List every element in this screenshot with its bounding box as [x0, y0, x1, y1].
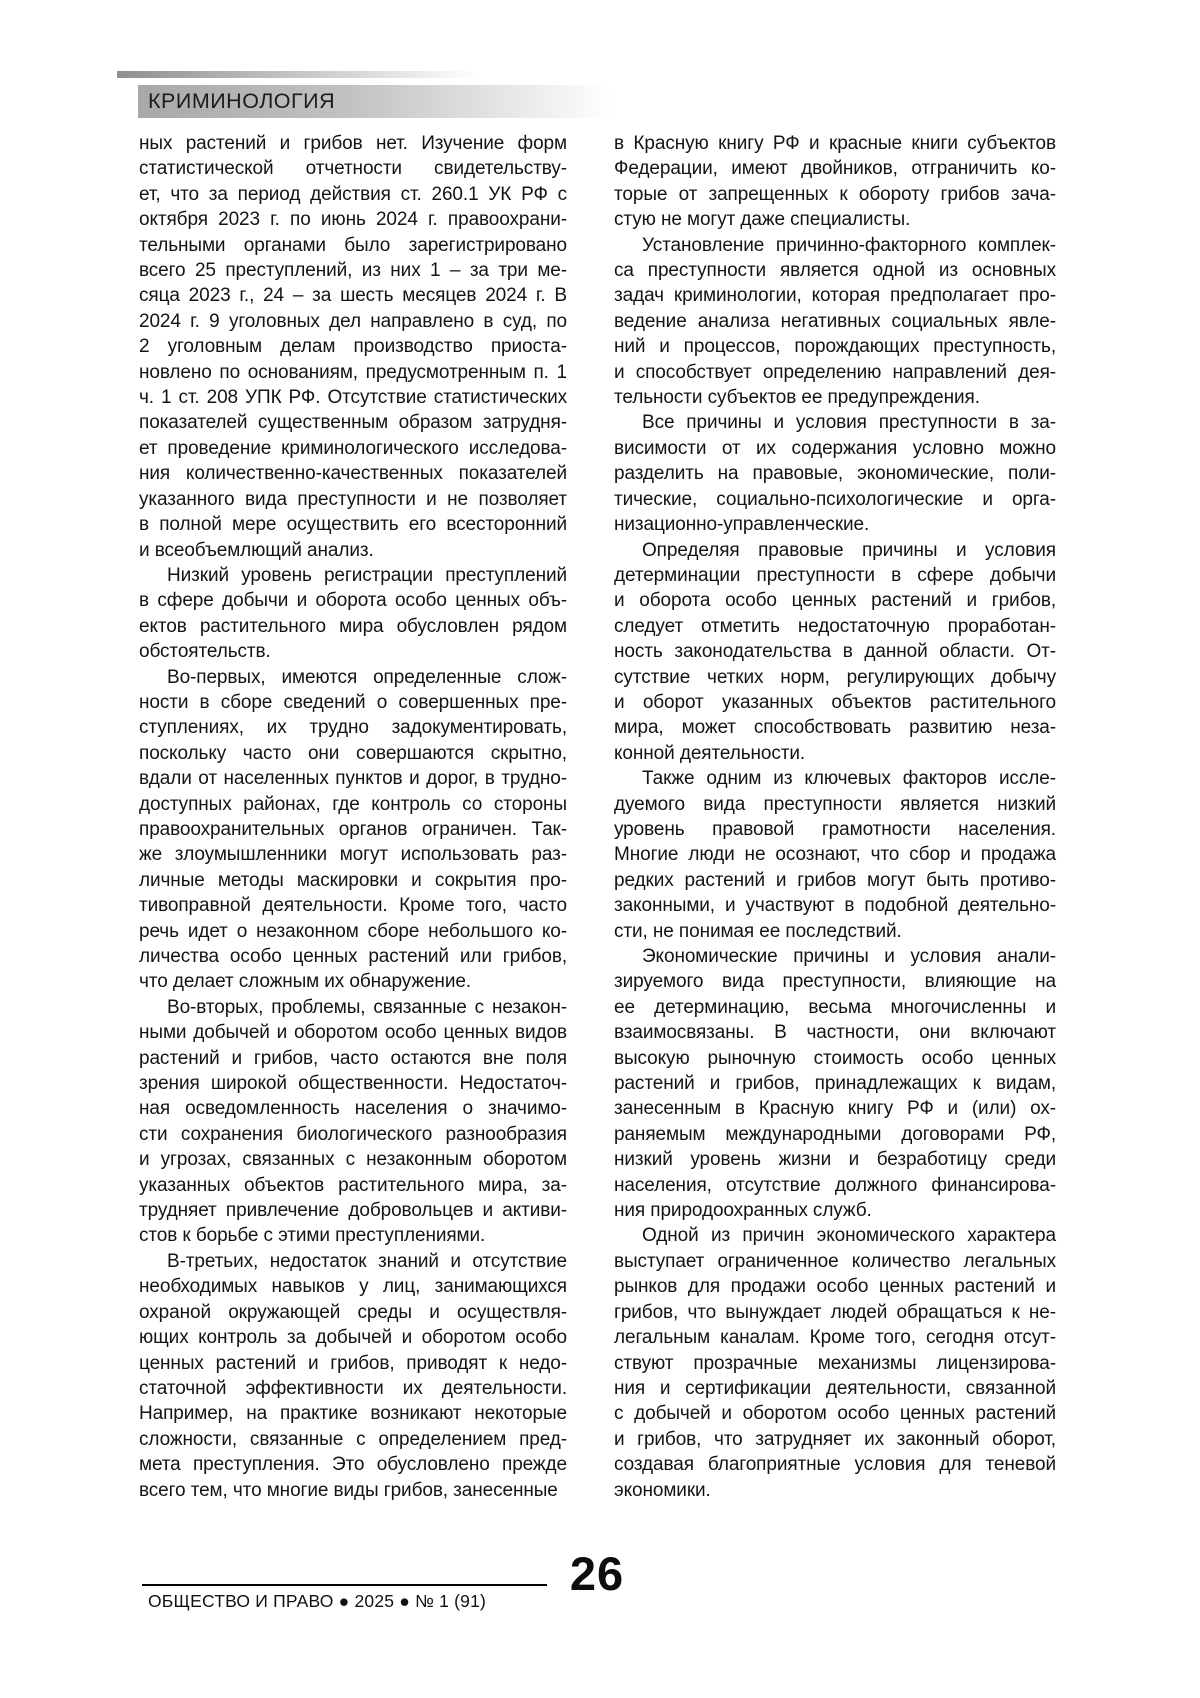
text-line: охраной окружающей среды и осуществля- — [139, 1301, 567, 1323]
text-line: личные методы маскировки и сокрытия про- — [139, 869, 567, 891]
text-line: сложности, связанные с определением пред- — [139, 1428, 567, 1450]
text-line: конной деятельности. — [614, 742, 806, 764]
rubric-top-strip — [117, 71, 479, 78]
text-line: зрения широкой общественности. Недостаточ- — [139, 1073, 567, 1095]
text-line: ний и процессов, порождающих преступность, — [614, 336, 1056, 358]
text-line: Экономические причины и условия анали- — [642, 946, 1056, 967]
text-line: речь идет о незаконном сборе небольшого ко- — [139, 920, 567, 942]
text-line: ния природоохранных служб. — [614, 1200, 872, 1222]
text-line: ности в сборе сведений о совершенных пре- — [139, 691, 567, 713]
text-line: раняемым международными договорами РФ, — [614, 1123, 1056, 1145]
left-text-column — [139, 131, 567, 1503]
text-line: же злоумышленники могут использовать раз- — [139, 844, 567, 866]
text-line: населения, отсутствие должного финансирова- — [614, 1174, 1056, 1196]
text-line: низационно-управленческие. — [614, 514, 870, 536]
text-line: тивоправной деятельности. Кроме того, часто — [139, 895, 567, 917]
text-line: растений и грибов, принадлежащих к видам, — [614, 1073, 1056, 1095]
text-line: ными добычей и оборотом особо ценных видов — [139, 1022, 567, 1044]
text-line: статистической отчетности свидетельству- — [139, 158, 567, 180]
text-line: ных растений и грибов нет. Изучение форм — [139, 133, 567, 154]
text-line: ния и сертификации деятельности, связанной — [614, 1377, 1056, 1399]
text-line: Федерации, имеют двойников, отграничить ко- — [614, 158, 1056, 180]
text-line: ч. 1 ст. 208 УПК РФ. Отсутствие статистических — [139, 387, 567, 409]
text-line: законными, и участвуют в подобной деятельно- — [614, 895, 1056, 917]
text-line: Например, на практике возникают некоторые — [139, 1403, 567, 1425]
text-line: и грибов, что затрудняет их законный оборот, — [614, 1428, 1056, 1450]
paragraph — [614, 1223, 1056, 1502]
text-line: Одной из причин экономического характера — [642, 1225, 1056, 1247]
text-line: личества особо ценных растений или грибов, — [139, 946, 567, 967]
text-line: тические, социально-психологические и орга- — [614, 488, 1056, 510]
text-line: с добычей и оборотом особо ценных растений — [614, 1403, 1056, 1425]
rubric-header-bar — [138, 85, 612, 118]
text-line: высокую рыночную стоимость особо ценных — [614, 1047, 1056, 1069]
text-line: всего тем, что многие виды грибов, занесенные — [139, 1479, 558, 1501]
text-line: ющих контроль за добычей и оборотом особо — [139, 1327, 567, 1349]
text-line: ния количественно-качественных показателей — [139, 463, 567, 485]
text-line: ет, что за период действия ст. 260.1 УК РФ с — [139, 183, 567, 205]
text-line: мира, может способствовать развитию неза- — [614, 717, 1056, 739]
text-line: ценных растений и грибов, приводят к недо- — [139, 1352, 567, 1374]
paragraph — [139, 995, 567, 1249]
text-line: разделить на правовые, экономические, поли- — [614, 463, 1056, 485]
text-line: следует отметить недостаточную проработан- — [614, 615, 1056, 637]
right-text-column — [614, 131, 1056, 1503]
text-line: стую не могут даже специалисты. — [614, 209, 911, 231]
text-line: задач криминологии, которая предполагает про- — [614, 285, 1056, 307]
text-line: правоохранительных органов ограничен. Так- — [139, 818, 567, 840]
text-line: детерминации преступности в сфере добычи — [614, 564, 1056, 586]
text-line: и угрозах, связанных с незаконным оборотом — [139, 1149, 567, 1171]
text-line: стов к борьбе с этими преступлениями. — [139, 1225, 486, 1247]
text-line: указанных объектов растительного мира, за- — [139, 1174, 567, 1196]
paragraph — [139, 665, 567, 995]
text-line: уровень правовой грамотности населения. — [614, 818, 1056, 840]
text-line: Во-вторых, проблемы, связанные с незакон- — [167, 996, 567, 1018]
text-line: что делает сложным их обнаружение. — [139, 971, 471, 993]
text-line: Установление причинно-факторного комплек- — [642, 234, 1056, 256]
text-line: сти сохранения биологического разнообразия — [139, 1123, 567, 1145]
footer-rule — [142, 1584, 547, 1586]
text-line: ее детерминацию, весьма многочисленны и — [614, 996, 1056, 1018]
journal-footer-text: ОБЩЕСТВО И ПРАВО ● 2025 ● № 1 (91) — [148, 1591, 487, 1611]
text-line: экономики. — [614, 1479, 711, 1501]
text-line: ет проведение криминологического исследова- — [139, 437, 567, 459]
text-line: В-третьих, недостаток знаний и отсутствие — [167, 1250, 567, 1272]
paragraph — [614, 766, 1056, 944]
text-line: тельности субъектов ее предупреждения. — [614, 387, 980, 409]
text-line: редких растений и грибов могут быть противо- — [614, 869, 1056, 891]
text-line: взаимосвязаны. В частности, они включают — [614, 1022, 1056, 1044]
text-line: 2024 г. 9 уголовных дел направлено в суд, по — [139, 310, 567, 332]
text-line: Многие люди не осознают, что сбор и продажа — [614, 844, 1056, 866]
text-line: поскольку часто они совершаются скрытно, — [139, 742, 567, 764]
text-line: Низкий уровень регистрации преступлений — [167, 564, 567, 586]
text-line: статочной эффективности их деятельности. — [139, 1377, 567, 1399]
text-line: и способствует определению направлений дея- — [614, 361, 1056, 383]
text-line: выступает ограниченное количество легальных — [614, 1250, 1056, 1272]
paragraph — [614, 233, 1056, 411]
text-line: указанного вида преступности и не позволяет — [139, 488, 567, 510]
text-line: показателей существенным образом затрудня- — [139, 412, 567, 434]
text-line: торые от запрещенных к обороту грибов зача- — [614, 183, 1056, 205]
text-line: создавая благоприятные условия для теневой — [614, 1454, 1056, 1476]
text-line: растений и грибов, часто остаются вне поля — [139, 1047, 567, 1069]
text-line: Во-первых, имеются определенные слож- — [167, 666, 567, 688]
text-line: всего 25 преступлений, из них 1 – за три ме- — [139, 260, 567, 282]
text-line: ность законодательства в данной области. От- — [614, 641, 1056, 663]
text-line: обстоятельств. — [139, 641, 271, 663]
text-line: ная осведомленность населения о значимо- — [139, 1098, 567, 1120]
page-number: 26 — [569, 1547, 625, 1600]
text-line: висимости от их содержания условно можно — [614, 437, 1056, 459]
text-line: Также одним из ключевых факторов иссле- — [642, 768, 1056, 790]
text-line: низкий уровень жизни и безработицу среди — [614, 1149, 1056, 1171]
text-line: Все причины и условия преступности в за- — [642, 412, 1056, 434]
paragraph — [614, 538, 1056, 767]
text-line: в Красную книгу РФ и красные книги субъектов — [614, 133, 1056, 154]
text-line: новлено по основаниям, предусмотренным п. 1 — [139, 361, 567, 383]
paragraph — [139, 131, 567, 563]
paragraph — [139, 563, 567, 665]
text-line: занесенным в Красную книгу РФ и (или) ох- — [614, 1098, 1056, 1120]
text-line: рынков для продажи особо ценных растений и — [614, 1276, 1056, 1298]
text-line: са преступности является одной из основных — [614, 260, 1056, 282]
text-line: октября 2023 г. по июнь 2024 г. правоохрани- — [139, 209, 567, 231]
paragraph — [139, 1249, 567, 1503]
paragraph — [614, 410, 1056, 537]
text-line: и оборота особо ценных растений и грибов, — [614, 590, 1056, 612]
text-line: и оборот указанных объектов растительного — [614, 691, 1056, 713]
paragraph — [614, 131, 1056, 233]
text-line: тельными органами было зарегистрировано — [139, 234, 567, 256]
text-line: дуемого вида преступности является низкий — [614, 793, 1056, 815]
text-line: сти, не понимая ее последствий. — [614, 920, 902, 942]
text-line: и всеобъемлющий анализ. — [139, 539, 374, 561]
text-line: ведение анализа негативных социальных явле- — [614, 310, 1056, 332]
text-line: трудняет привлечение добровольцев и активи- — [139, 1200, 567, 1222]
text-line: грибов, что вынуждает людей обращаться к не- — [614, 1301, 1056, 1323]
text-line: доступных районах, где контроль со стороны — [139, 793, 567, 815]
text-line: в полной мере осуществить его всесторонний — [139, 514, 567, 536]
text-line: 2 уголовным делам производство приоста- — [139, 336, 567, 358]
text-line: ступлениях, их трудно задокументировать, — [139, 717, 567, 739]
text-line: вдали от населенных пунктов и дорог, в трудно- — [139, 768, 567, 790]
text-line: легальным каналам. Кроме того, сегодня отсут- — [614, 1327, 1056, 1349]
text-line: необходимых навыков у лиц, занимающихся — [139, 1276, 567, 1298]
text-line: в сфере добычи и оборота особо ценных объ- — [139, 590, 567, 612]
text-line: ектов растительного мира обусловлен рядом — [139, 615, 567, 637]
text-line: Определяя правовые причины и условия — [642, 539, 1056, 561]
text-line: сутствие четких норм, регулирующих добычу — [614, 666, 1056, 688]
text-line: зируемого вида преступности, влияющие на — [614, 971, 1056, 993]
paragraph — [614, 944, 1056, 1223]
text-line: ствуют прозрачные механизмы лицензирова- — [614, 1352, 1056, 1374]
text-line: мета преступления. Это обусловлено прежде — [139, 1454, 567, 1476]
text-line: сяца 2023 г., 24 – за шесть месяцев 2024 г. В — [139, 285, 567, 307]
rubric-title: КРИМИНОЛОГИЯ — [148, 89, 336, 113]
